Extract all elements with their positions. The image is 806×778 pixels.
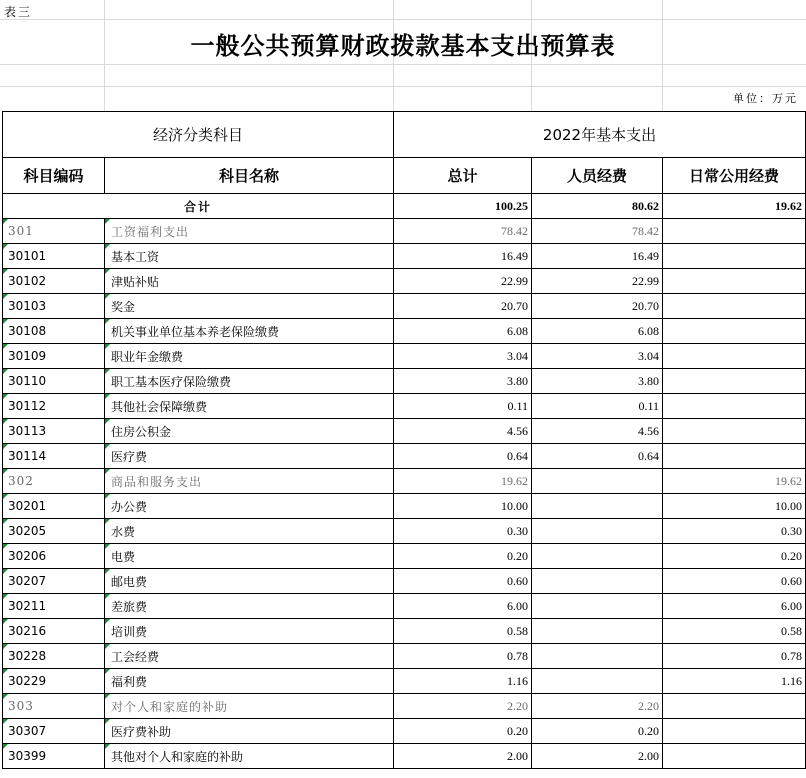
row-personnel [532,669,663,694]
text-format-marker [3,319,8,324]
row-name: 医疗费 [105,444,394,469]
text-format-marker [3,369,8,374]
row-total: 0.78 [394,644,532,669]
row-name: 其他对个人和家庭的补助 [105,744,394,769]
row-name: 电费 [105,544,394,569]
table-row [3,569,806,594]
row-total: 78.42 [394,219,532,244]
row-personnel [532,519,663,544]
table-row [3,344,806,369]
text-format-marker [105,394,110,399]
row-code: 30101 [3,244,105,269]
table-row [3,669,806,694]
text-format-marker [3,219,8,224]
text-format-marker [105,569,110,574]
page-title: 一般公共预算财政拨款基本支出预算表 [190,32,616,60]
row-public [663,719,806,744]
sheet-tag: 表三 [4,5,33,19]
row-personnel: 2.00 [532,744,663,769]
total-label: 合计 [3,194,394,219]
row-name: 职业年金缴费 [105,344,394,369]
row-personnel: 6.08 [532,319,663,344]
row-public [663,744,806,769]
header-personnel: 人员经费 [532,158,663,194]
text-format-marker [105,294,110,299]
row-name: 职工基本医疗保险缴费 [105,369,394,394]
table-row [3,269,806,294]
row-code: 30112 [3,394,105,419]
row-personnel: 0.20 [532,719,663,744]
row-code: 30207 [3,569,105,594]
text-format-marker [105,719,110,724]
row-total: 1.16 [394,669,532,694]
text-format-marker [105,469,110,474]
row-name: 福利费 [105,669,394,694]
row-personnel: 0.64 [532,444,663,469]
row-total: 10.00 [394,494,532,519]
table-row [3,694,806,719]
table-row [3,719,806,744]
row-total: 0.58 [394,619,532,644]
row-personnel [532,644,663,669]
table-row [3,244,806,269]
row-code: 30399 [3,744,105,769]
text-format-marker [3,569,8,574]
row-personnel: 4.56 [532,419,663,444]
row-code: 30108 [3,319,105,344]
budget-table [2,111,806,769]
row-name: 津贴补贴 [105,269,394,294]
table-row [3,369,806,394]
row-total: 3.04 [394,344,532,369]
row-public: 0.20 [663,544,806,569]
total-personnel: 80.62 [532,194,663,219]
text-format-marker [3,744,8,749]
table-row [3,644,806,669]
row-personnel: 22.99 [532,269,663,294]
table-row [3,394,806,419]
row-personnel [532,619,663,644]
row-personnel [532,469,663,494]
row-code: 302 [3,469,105,494]
header-public: 日常公用经费 [663,158,806,194]
text-format-marker [3,719,8,724]
text-format-marker [105,669,110,674]
row-code: 30307 [3,719,105,744]
row-code: 30228 [3,644,105,669]
text-format-marker [105,419,110,424]
text-format-marker [105,369,110,374]
text-format-marker [105,344,110,349]
row-public [663,244,806,269]
row-code: 30102 [3,269,105,294]
row-name: 邮电费 [105,569,394,594]
text-format-marker [3,619,8,624]
header-code: 科目编码 [3,158,105,194]
row-name: 工会经费 [105,644,394,669]
row-code: 30201 [3,494,105,519]
header-row-2 [3,158,806,194]
total-public: 19.62 [663,194,806,219]
row-name: 机关事业单位基本养老保险缴费 [105,319,394,344]
row-code: 30113 [3,419,105,444]
row-code: 30103 [3,294,105,319]
text-format-marker [3,519,8,524]
table-row [3,444,806,469]
row-total: 2.00 [394,744,532,769]
total-row [3,194,806,219]
row-public [663,444,806,469]
header-total: 总计 [394,158,532,194]
text-format-marker [105,544,110,549]
row-personnel: 3.80 [532,369,663,394]
row-name: 对个人和家庭的补助 [105,694,394,719]
text-format-marker [105,444,110,449]
text-format-marker [105,219,110,224]
text-format-marker [3,244,8,249]
table-row [3,219,806,244]
table-row [3,469,806,494]
row-total: 6.00 [394,594,532,619]
text-format-marker [3,294,8,299]
row-public [663,319,806,344]
text-format-marker [105,494,110,499]
row-public [663,419,806,444]
row-public [663,694,806,719]
row-code: 30114 [3,444,105,469]
header-category: 经济分类科目 [3,112,394,158]
row-personnel: 0.11 [532,394,663,419]
total-amount: 100.25 [394,194,532,219]
row-code: 303 [3,694,105,719]
row-personnel [532,494,663,519]
row-name: 医疗费补助 [105,719,394,744]
header-name: 科目名称 [105,158,394,194]
row-name: 基本工资 [105,244,394,269]
row-name: 工资福利支出 [105,219,394,244]
table-row [3,494,806,519]
row-total: 3.80 [394,369,532,394]
row-code: 30109 [3,344,105,369]
row-name: 住房公积金 [105,419,394,444]
text-format-marker [105,694,110,699]
row-personnel [532,594,663,619]
row-public [663,294,806,319]
text-format-marker [105,644,110,649]
text-format-marker [3,394,8,399]
row-public: 0.60 [663,569,806,594]
row-total: 0.30 [394,519,532,544]
text-format-marker [3,669,8,674]
text-format-marker [3,444,8,449]
text-format-marker [3,694,8,699]
header-row-1 [3,112,806,158]
row-public [663,394,806,419]
text-format-marker [105,244,110,249]
row-total: 0.64 [394,444,532,469]
table-row [3,519,806,544]
text-format-marker [3,344,8,349]
text-format-marker [3,269,8,274]
row-personnel: 78.42 [532,219,663,244]
header-year-expense: 2022年基本支出 [394,112,806,158]
row-public [663,269,806,294]
row-total: 0.20 [394,544,532,569]
row-total: 19.62 [394,469,532,494]
row-personnel: 2.20 [532,694,663,719]
row-public: 0.78 [663,644,806,669]
text-format-marker [105,519,110,524]
table-row [3,419,806,444]
row-total: 0.20 [394,719,532,744]
row-public [663,219,806,244]
row-total: 0.11 [394,394,532,419]
row-name: 其他社会保障缴费 [105,394,394,419]
row-name: 培训费 [105,619,394,644]
row-personnel: 16.49 [532,244,663,269]
text-format-marker [105,744,110,749]
row-code: 30110 [3,369,105,394]
text-format-marker [105,619,110,624]
row-code: 30211 [3,594,105,619]
row-total: 0.60 [394,569,532,594]
row-total: 22.99 [394,269,532,294]
row-name: 差旅费 [105,594,394,619]
row-name: 办公费 [105,494,394,519]
text-format-marker [105,269,110,274]
row-total: 2.20 [394,694,532,719]
row-code: 301 [3,219,105,244]
row-public: 1.16 [663,669,806,694]
row-public: 10.00 [663,494,806,519]
text-format-marker [3,594,8,599]
row-personnel: 3.04 [532,344,663,369]
row-total: 4.56 [394,419,532,444]
row-name: 商品和服务支出 [105,469,394,494]
row-public: 6.00 [663,594,806,619]
table-row [3,619,806,644]
row-code: 30216 [3,619,105,644]
unit-label: 单位：万元 [733,92,798,105]
row-public: 0.58 [663,619,806,644]
row-name: 水费 [105,519,394,544]
row-public [663,369,806,394]
row-personnel [532,569,663,594]
row-personnel: 20.70 [532,294,663,319]
text-format-marker [3,469,8,474]
row-public: 0.30 [663,519,806,544]
row-code: 30206 [3,544,105,569]
table-row [3,544,806,569]
row-total: 16.49 [394,244,532,269]
row-total: 20.70 [394,294,532,319]
text-format-marker [3,544,8,549]
text-format-marker [3,494,8,499]
text-format-marker [3,419,8,424]
table-row [3,744,806,769]
table-row [3,294,806,319]
row-public: 19.62 [663,469,806,494]
row-code: 30229 [3,669,105,694]
row-public [663,344,806,369]
row-total: 6.08 [394,319,532,344]
row-name: 奖金 [105,294,394,319]
table-row [3,594,806,619]
text-format-marker [105,319,110,324]
row-code: 30205 [3,519,105,544]
text-format-marker [3,644,8,649]
table-row [3,319,806,344]
row-personnel [532,544,663,569]
text-format-marker [105,594,110,599]
